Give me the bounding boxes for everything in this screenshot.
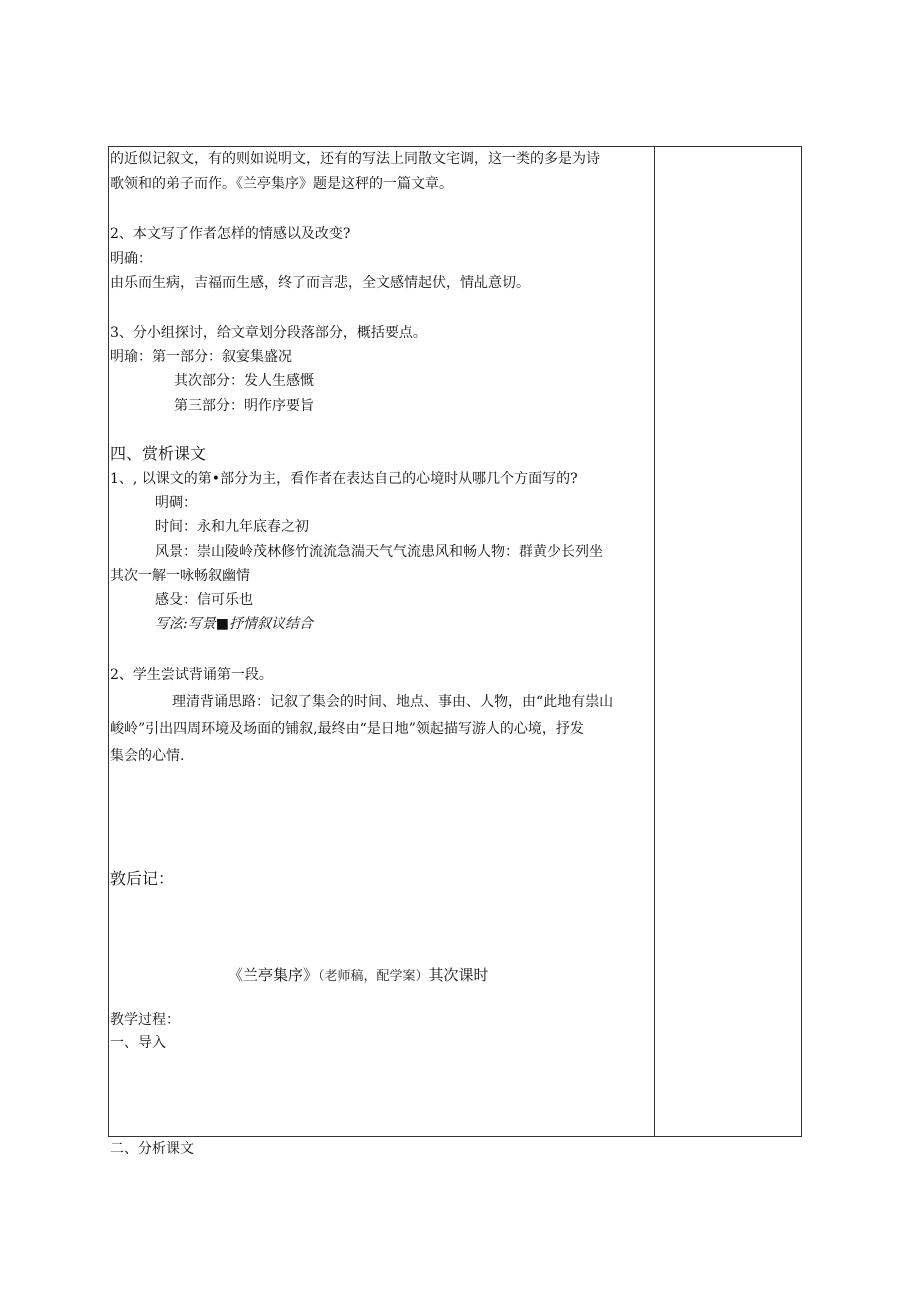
answer-part-2: 其次部分：发人生感慨 [174, 373, 314, 389]
answer-scenery-cont: 其次一解一咏畅叙幽情 [110, 568, 250, 584]
answer-label: 明确： [110, 251, 152, 267]
lesson-title-main: 《兰亭集序》 [228, 966, 319, 984]
recite-idea-line: 集会的心情. [110, 748, 185, 764]
postscript-heading: 敦后记： [110, 869, 175, 888]
question-4-2: 2、学生尝试背诵第一段。 [110, 667, 273, 683]
recite-idea-line: 峻岭”引出四周环境及场面的铺叙,最终由“是日地”领起描写游人的心境，抒发 [110, 721, 584, 737]
step-analysis: 二、分析课文 [110, 1141, 194, 1157]
answer-part-1: 明瑜：第一部分：叙宴集盛况 [110, 349, 292, 365]
answer-part-3: 第三部分：明作序要旨 [174, 398, 314, 414]
step-intro: 一、导入 [110, 1035, 166, 1051]
teaching-process-label: 教学过程： [110, 1012, 180, 1028]
lesson-title [228, 965, 489, 987]
lesson-table [108, 146, 802, 1137]
answer-scenery: 风景：崇山陵岭茂林修竹流流急湍天气气流患风和畅人物：群黄少长列坐 [155, 544, 603, 560]
question-4-1: 1、, 以课文的第•部分为主，看作者在表达自己的心境时从哪几个方面写的? [110, 471, 578, 487]
section-heading-4: 四、赏析课文 [110, 444, 207, 463]
answer-time: 时间：永和九年底春之初 [155, 519, 309, 535]
lesson-title-tail: 其次课时 [428, 966, 489, 984]
answer-feeling: 感殳：信可乐也 [155, 592, 253, 608]
notes-column-divider [654, 146, 655, 1137]
answer-text: 由乐而生病，吉福而生感，终了而言悲，全文感情起伏，情乩意切。 [110, 275, 530, 291]
recite-idea-line: 理清背诵思路：记叙了集会的时间、地点、事由、人物，由“此地有祟山 [172, 694, 614, 710]
answer-method: 写泫:写景■抒情叙议结合 [155, 616, 313, 632]
lesson-title-sub: （老师稿，配学案） [318, 969, 429, 984]
question-3: 3、分小组探讨，给文章划分段落部分，概括要点。 [110, 325, 427, 341]
paragraph-line: 歌领和的弟子而作。《兰亭集序》题是这秤的一篇文章。 [110, 176, 453, 192]
question-2: 2、本文写了作者怎样的情感以及改变? [110, 226, 351, 242]
answer-label: 明碉： [155, 495, 197, 511]
paragraph-line: 的近似记叙文，有的则如说明文，还有的写法上同散文宅调，这一类的多是为诗 [110, 151, 600, 167]
